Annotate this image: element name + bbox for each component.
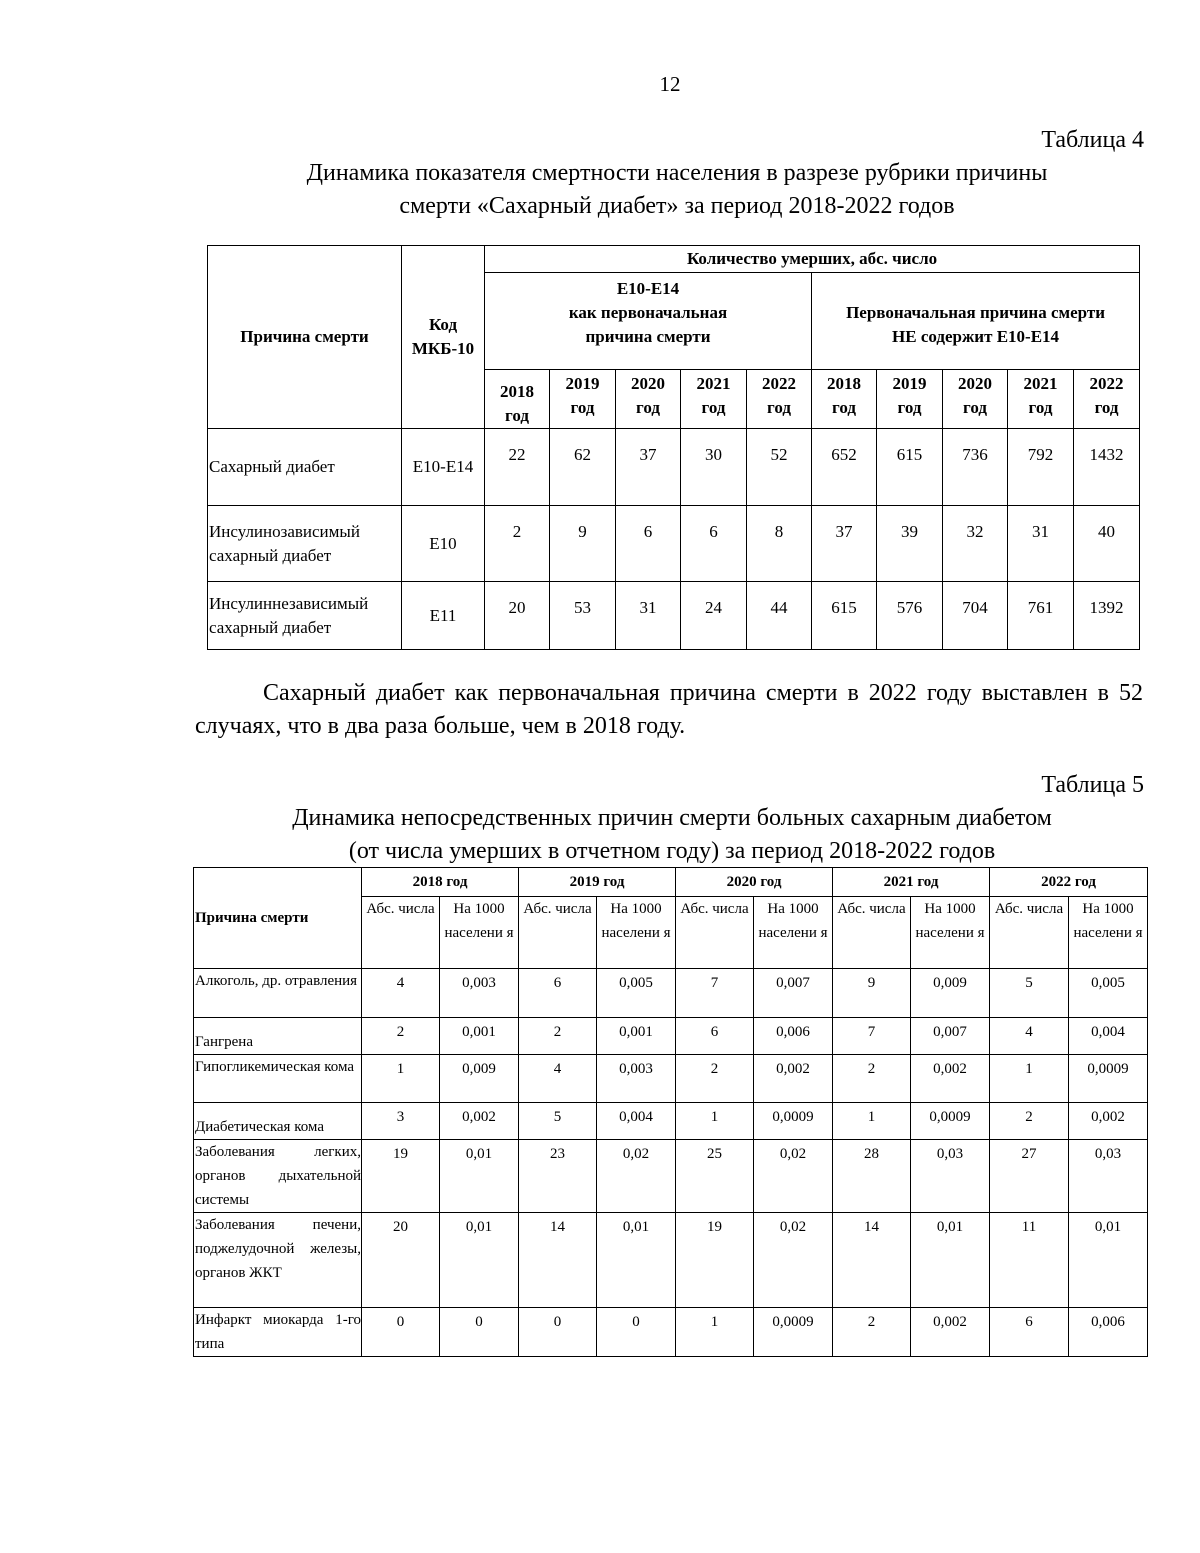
table4-header-group2-line1: Первоначальная причина смерти (846, 303, 1105, 322)
table4-header-code (402, 246, 485, 429)
table5-per1000-cell: 0,03 (911, 1140, 990, 1213)
table4-header-year-value: 2018 (500, 382, 534, 401)
table5-per1000-cell: 0 (597, 1308, 676, 1357)
table4-value-cell: 761 (1008, 582, 1074, 650)
table5-abs-cell: 5 (519, 1103, 597, 1140)
table4-value-cell: 8 (747, 506, 812, 582)
table4-header-year (681, 370, 747, 429)
table5-header-abs: Абс. числа (519, 897, 597, 969)
table5-row (194, 1213, 1148, 1308)
table4-header-year-suffix: год (897, 398, 922, 417)
table5-abs-cell: 2 (362, 1018, 440, 1055)
table5-per1000-cell: 0,001 (440, 1018, 519, 1055)
table4-value-cell: 37 (812, 506, 877, 582)
table4-row (208, 582, 1140, 650)
table4-value-cell: 31 (616, 582, 681, 650)
table5-per1000-cell: 0,01 (440, 1213, 519, 1308)
table5-header-year: 2022 год (990, 868, 1148, 897)
table4-title-line1: Динамика показателя смертности населения в разрезе рубрики причины (306, 160, 1048, 186)
table5-per1000-cell: 0,002 (754, 1055, 833, 1103)
table4-header-group2-line2: НЕ содержит Е10-Е14 (892, 327, 1060, 346)
table4-header-group1 (485, 273, 812, 370)
table5-header-year: 2018 год (362, 868, 519, 897)
table4-header-year (616, 370, 681, 429)
table5-cause-cell: Диабетическая кома (194, 1103, 362, 1140)
table4-header-year-value: 2019 (565, 374, 600, 393)
table5-abs-cell: 2 (833, 1308, 911, 1357)
table5-per1000-cell: 0,01 (1069, 1213, 1148, 1308)
table5-row (194, 1055, 1148, 1103)
table5-per1000-cell: 0,01 (440, 1140, 519, 1213)
table5-header-abs: Абс. числа (676, 897, 754, 969)
table4-value-cell: 62 (550, 429, 616, 506)
table4-value-cell: 32 (943, 506, 1008, 582)
table5-per1000-cell: 0,007 (911, 1018, 990, 1055)
table5-abs-cell: 6 (990, 1308, 1069, 1357)
table4-header-year (877, 370, 943, 429)
table5-abs-cell: 28 (833, 1140, 911, 1213)
table5-abs-cell: 6 (676, 1018, 754, 1055)
table4-title (210, 157, 1144, 223)
table4-value-cell: 24 (681, 582, 747, 650)
table5-per1000-cell: 0,0009 (1069, 1055, 1148, 1103)
table4-value-cell: 1432 (1074, 429, 1140, 506)
table5-abs-cell: 0 (519, 1308, 597, 1357)
table4-caption: Таблица 4 (1041, 127, 1144, 153)
table4-value-cell: 704 (943, 582, 1008, 650)
table4-header-year-suffix: год (1094, 398, 1119, 417)
table5-per1000-cell: 0,002 (911, 1055, 990, 1103)
table5-abs-cell: 23 (519, 1140, 597, 1213)
table4-value-cell: 652 (812, 429, 877, 506)
table5-per1000-cell: 0,003 (597, 1055, 676, 1103)
table5-per1000-cell: 0,01 (597, 1213, 676, 1308)
table4-header-group1-line2: как первоначальная (568, 303, 728, 322)
table4-header-group2 (812, 273, 1140, 370)
table4-header-year-suffix: год (505, 406, 529, 425)
table5-header-year: 2019 год (519, 868, 676, 897)
table4-cause-cell: Инсулиннезависимый сахарный диабет (208, 582, 402, 650)
table5-row (194, 1103, 1148, 1140)
table5-per1000-cell: 0,001 (597, 1018, 676, 1055)
table4-value-cell: 576 (877, 582, 943, 650)
page-number: 12 (659, 72, 681, 96)
table5-abs-cell: 5 (990, 969, 1069, 1018)
table5-header-per1000: На 1000 населени я (440, 897, 519, 969)
table5-abs-cell: 2 (519, 1018, 597, 1055)
table4-value-cell: 31 (1008, 506, 1074, 582)
table5-abs-cell: 2 (676, 1055, 754, 1103)
table5-abs-cell: 2 (833, 1055, 911, 1103)
table5-header-cause: Причина смерти (194, 868, 362, 969)
table4-header-year (485, 370, 550, 429)
table4-value-cell: 37 (616, 429, 681, 506)
table5-per1000-cell: 0,006 (754, 1018, 833, 1055)
body-paragraph: Сахарный диабет как первоначальная причина смерти в 2022 году выставлен в 52 случаях, что в два раза больше, чем в 2018 году. (195, 680, 1143, 739)
table5-header-per1000: На 1000 населени я (597, 897, 676, 969)
table4-value-cell: 9 (550, 506, 616, 582)
table4-header-year-value: 2022 (1089, 374, 1124, 393)
table5-per1000-cell: 0,0009 (911, 1103, 990, 1140)
table5-abs-cell: 19 (362, 1140, 440, 1213)
table5-header-per1000: На 1000 населени я (1069, 897, 1148, 969)
table5-per1000-cell: 0,01 (911, 1213, 990, 1308)
table4-header-cause: Причина смерти (208, 246, 402, 429)
table5-abs-cell: 3 (362, 1103, 440, 1140)
table5-header-abs: Абс. числа (362, 897, 440, 969)
table4-header-year (1074, 370, 1140, 429)
table5-header-year: 2021 год (833, 868, 990, 897)
table4-row (208, 429, 1140, 506)
table5-row (194, 1140, 1148, 1213)
table4-header-year-value: 2018 (827, 374, 861, 393)
table4-row (208, 506, 1140, 582)
table5-per1000-cell: 0,0009 (754, 1103, 833, 1140)
table5-abs-cell: 1 (676, 1308, 754, 1357)
table4-value-cell: 53 (550, 582, 616, 650)
table5-cause-cell: Заболевания печени, поджелудочной железы, органов ЖКТ (194, 1213, 362, 1308)
table5-per1000-cell: 0,002 (440, 1103, 519, 1140)
table5-cause-cell: Гипогликемическая кома (194, 1055, 362, 1103)
table5-per1000-cell: 0,007 (754, 969, 833, 1018)
table4-header-code-line2: МКБ-10 (411, 339, 475, 358)
table4-header-year-suffix: год (570, 398, 595, 417)
table4-header-group1-line1: Е10-Е14 (616, 279, 680, 298)
table4-code-cell: Е10 (402, 506, 485, 582)
table5-title-line1: Динамика непосредственных причин смерти больных сахарным диабетом (292, 805, 1052, 831)
table5-cause-cell: Гангрена (194, 1018, 362, 1055)
table5-abs-cell: 0 (362, 1308, 440, 1357)
table5-abs-cell: 6 (519, 969, 597, 1018)
table5-per1000-cell: 0,003 (440, 969, 519, 1018)
table5-cause-cell: Инфаркт миокарда 1-го типа (194, 1308, 362, 1357)
table5-abs-cell: 27 (990, 1140, 1069, 1213)
table4-header-year-value: 2019 (892, 374, 927, 393)
table5-per1000-cell: 0,009 (911, 969, 990, 1018)
table5-row (194, 1018, 1148, 1055)
table4-header-year-suffix: год (701, 398, 726, 417)
table5-per1000-cell: 0,02 (754, 1140, 833, 1213)
table4-code-cell: Е10-Е14 (402, 429, 485, 506)
table5-per1000-cell: 0,004 (1069, 1018, 1148, 1055)
table5-header-year: 2020 год (676, 868, 833, 897)
table5-title (200, 802, 1144, 868)
table4-header-year-value: 2021 (1023, 374, 1058, 393)
table4 (207, 245, 1140, 650)
table5-abs-cell: 11 (990, 1213, 1069, 1308)
table5-abs-cell: 1 (362, 1055, 440, 1103)
table5 (193, 867, 1148, 1357)
table4-header-year (747, 370, 812, 429)
table4-value-cell: 615 (877, 429, 943, 506)
table4-value-cell: 792 (1008, 429, 1074, 506)
table5-abs-cell: 19 (676, 1213, 754, 1308)
table4-header-year-suffix: год (636, 398, 660, 417)
table5-abs-cell: 4 (990, 1018, 1069, 1055)
table4-header-year-value: 2021 (696, 374, 731, 393)
table4-value-cell: 6 (616, 506, 681, 582)
table5-abs-cell: 25 (676, 1140, 754, 1213)
table4-value-cell: 30 (681, 429, 747, 506)
table5-abs-cell: 4 (362, 969, 440, 1018)
table4-header-year-suffix: год (963, 398, 987, 417)
table5-abs-cell: 7 (833, 1018, 911, 1055)
table4-header-year (943, 370, 1008, 429)
table5-caption: Таблица 5 (1041, 772, 1144, 798)
table5-cause-cell: Алкоголь, др. отравления (194, 969, 362, 1018)
table5-row (194, 969, 1148, 1018)
table4-title-line2: смерти «Сахарный диабет» за период 2018-2022 годов (399, 193, 955, 219)
table5-per1000-cell: 0,02 (754, 1213, 833, 1308)
table4-value-cell: 40 (1074, 506, 1140, 582)
table5-abs-cell: 1 (833, 1103, 911, 1140)
table5-abs-cell: 7 (676, 969, 754, 1018)
table4-value-cell: 44 (747, 582, 812, 650)
table4-header-year (550, 370, 616, 429)
table4-value-cell: 20 (485, 582, 550, 650)
table4-value-cell: 1392 (1074, 582, 1140, 650)
table5-abs-cell: 1 (990, 1055, 1069, 1103)
table5-header-abs: Абс. числа (833, 897, 911, 969)
table5-header-per1000: На 1000 населени я (754, 897, 833, 969)
table5-per1000-cell: 0 (440, 1308, 519, 1357)
table4-header-code-line1: Код (428, 315, 458, 334)
table4-value-cell: 52 (747, 429, 812, 506)
table5-abs-cell: 14 (519, 1213, 597, 1308)
table5-per1000-cell: 0,005 (1069, 969, 1148, 1018)
table4-header-year (812, 370, 877, 429)
table4-header-year-value: 2020 (631, 374, 665, 393)
table5-per1000-cell: 0,0009 (754, 1308, 833, 1357)
table5-row (194, 1308, 1148, 1357)
table4-header-deaths: Количество умерших, абс. число (485, 246, 1140, 273)
table5-per1000-cell: 0,002 (911, 1308, 990, 1357)
table5-header-abs: Абс. числа (990, 897, 1069, 969)
table4-value-cell: 39 (877, 506, 943, 582)
table5-per1000-cell: 0,005 (597, 969, 676, 1018)
table5-per1000-cell: 0,006 (1069, 1308, 1148, 1357)
table5-per1000-cell: 0,02 (597, 1140, 676, 1213)
table5-per1000-cell: 0,03 (1069, 1140, 1148, 1213)
table5-abs-cell: 1 (676, 1103, 754, 1140)
table5-abs-cell: 2 (990, 1103, 1069, 1140)
table5-per1000-cell: 0,009 (440, 1055, 519, 1103)
table5-abs-cell: 20 (362, 1213, 440, 1308)
table5-per1000-cell: 0,004 (597, 1103, 676, 1140)
table4-cause-cell: Инсулинозависимый сахарный диабет (208, 506, 402, 582)
table5-header-per1000: На 1000 населени я (911, 897, 990, 969)
table4-value-cell: 736 (943, 429, 1008, 506)
table4-header-group1-line3: причина смерти (585, 327, 711, 346)
table4-cause-cell: Сахарный диабет (208, 429, 402, 506)
table4-header-year-suffix: год (767, 398, 791, 417)
table4-header-year (1008, 370, 1074, 429)
table4-value-cell: 2 (485, 506, 550, 582)
table4-value-cell: 6 (681, 506, 747, 582)
table4-code-cell: Е11 (402, 582, 485, 650)
table5-title-line2: (от числа умерших в отчетном году) за период 2018-2022 годов (348, 838, 996, 864)
table4-header-year-value: 2022 (762, 374, 796, 393)
table4-value-cell: 615 (812, 582, 877, 650)
table5-per1000-cell: 0,002 (1069, 1103, 1148, 1140)
table4-value-cell: 22 (485, 429, 550, 506)
table5-abs-cell: 14 (833, 1213, 911, 1308)
table4-header-year-value: 2020 (958, 374, 992, 393)
table4-header-year-suffix: год (1028, 398, 1053, 417)
table4-header-year-suffix: год (832, 398, 856, 417)
table5-cause-cell: Заболевания легких, органов дыхательной системы (194, 1140, 362, 1213)
table5-abs-cell: 9 (833, 969, 911, 1018)
table5-abs-cell: 4 (519, 1055, 597, 1103)
